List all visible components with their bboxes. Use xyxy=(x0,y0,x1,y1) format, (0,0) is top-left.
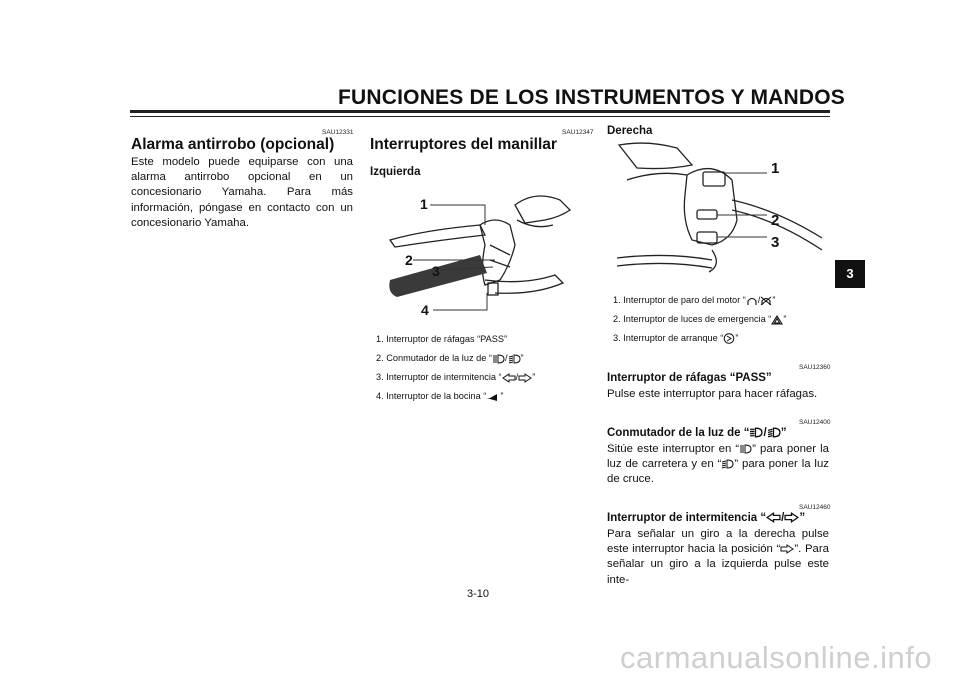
section-code: SAU12347 xyxy=(562,129,594,136)
turn-left-icon xyxy=(766,512,781,523)
caption-turn: 3. Interruptor de intermitencia “ / ” xyxy=(376,372,536,382)
section-heading: Interruptor de ráfagas “PASS” xyxy=(607,372,772,384)
figure-label-3: 3 xyxy=(432,263,440,279)
section-heading: Conmutador de la luz de “ / ” xyxy=(607,427,787,439)
turn-right-icon xyxy=(784,512,799,523)
engine-run-icon xyxy=(746,296,758,306)
right-handlebar-illustration xyxy=(617,140,827,275)
page-number: 3-10 xyxy=(467,588,490,600)
figure-label-1: 1 xyxy=(771,160,780,177)
section-paragraph: Sitúe este interruptor en “ ” para poner la luz de carretera y en “ ” para poner la luz de cruce. xyxy=(607,443,829,486)
high-beam-icon xyxy=(492,354,505,364)
caption-horn: 4. Interruptor de la bocina “ ” xyxy=(376,391,504,401)
section-paragraph: Este modelo puede equiparse con una alarma antirrobo opcional en un concesionario Yamaha. Para más información, póngase en contacto con un concesionario Yamaha. xyxy=(131,156,353,229)
section-code: SAU12460 xyxy=(799,504,831,511)
caption-pass: 1. Interruptor de ráfagas “PASS” xyxy=(376,334,508,344)
figure-label-4: 4 xyxy=(421,302,429,318)
left-handlebar-illustration xyxy=(385,185,585,320)
section-code: SAU12331 xyxy=(322,129,354,136)
figure-label-3: 3 xyxy=(771,234,780,251)
watermark: carmanualsonline.info xyxy=(620,640,933,675)
caption-start: 3. Interruptor de arranque “ ” xyxy=(613,333,739,343)
section-code: SAU12400 xyxy=(799,419,831,426)
start-icon xyxy=(723,333,735,344)
caption-hazard: 2. Interruptor de luces de emergencia “ ” xyxy=(613,314,787,324)
caption-engine-stop: 1. Interruptor de paro del motor “ / ” xyxy=(613,295,776,305)
section-heading: Interruptor de intermitencia “ / ” xyxy=(607,512,806,524)
figure-label-2: 2 xyxy=(405,252,413,268)
figure-label-1: 1 xyxy=(420,196,428,212)
engine-stop-icon xyxy=(760,296,772,306)
low-beam-icon xyxy=(767,427,781,438)
horn-icon xyxy=(486,392,500,402)
subheading-left: Izquierda xyxy=(370,166,421,178)
section-heading: Interruptores del manillar xyxy=(370,136,557,153)
section-paragraph: Para señalar un giro a la derecha pulse este interruptor hacia la posición “ ”. Para señalar un giro a la izquierda pulse este inte- xyxy=(607,528,830,586)
subheading-right: Derecha xyxy=(607,125,653,137)
chapter-tab: 3 xyxy=(835,260,865,288)
figure-label-2: 2 xyxy=(771,212,780,229)
header-rule xyxy=(130,110,830,113)
page-title: FUNCIONES DE LOS INSTRUMENTOS Y MANDOS xyxy=(338,86,845,109)
low-beam-icon xyxy=(508,354,521,364)
turn-right-icon xyxy=(780,544,794,554)
header-rule-thin xyxy=(130,116,830,117)
high-beam-icon xyxy=(749,427,763,438)
section-heading: Alarma antirrobo (opcional) xyxy=(131,136,335,153)
hazard-icon xyxy=(771,315,783,325)
turn-left-icon xyxy=(502,373,516,383)
caption-dimmer: 2. Conmutador de la luz de “ / ” xyxy=(376,353,524,363)
turn-right-icon xyxy=(518,373,532,383)
high-beam-icon xyxy=(739,444,752,454)
section-paragraph: Pulse este interruptor para hacer ráfagas. xyxy=(607,388,818,400)
section-code: SAU12360 xyxy=(799,364,831,371)
low-beam-icon xyxy=(721,459,734,469)
